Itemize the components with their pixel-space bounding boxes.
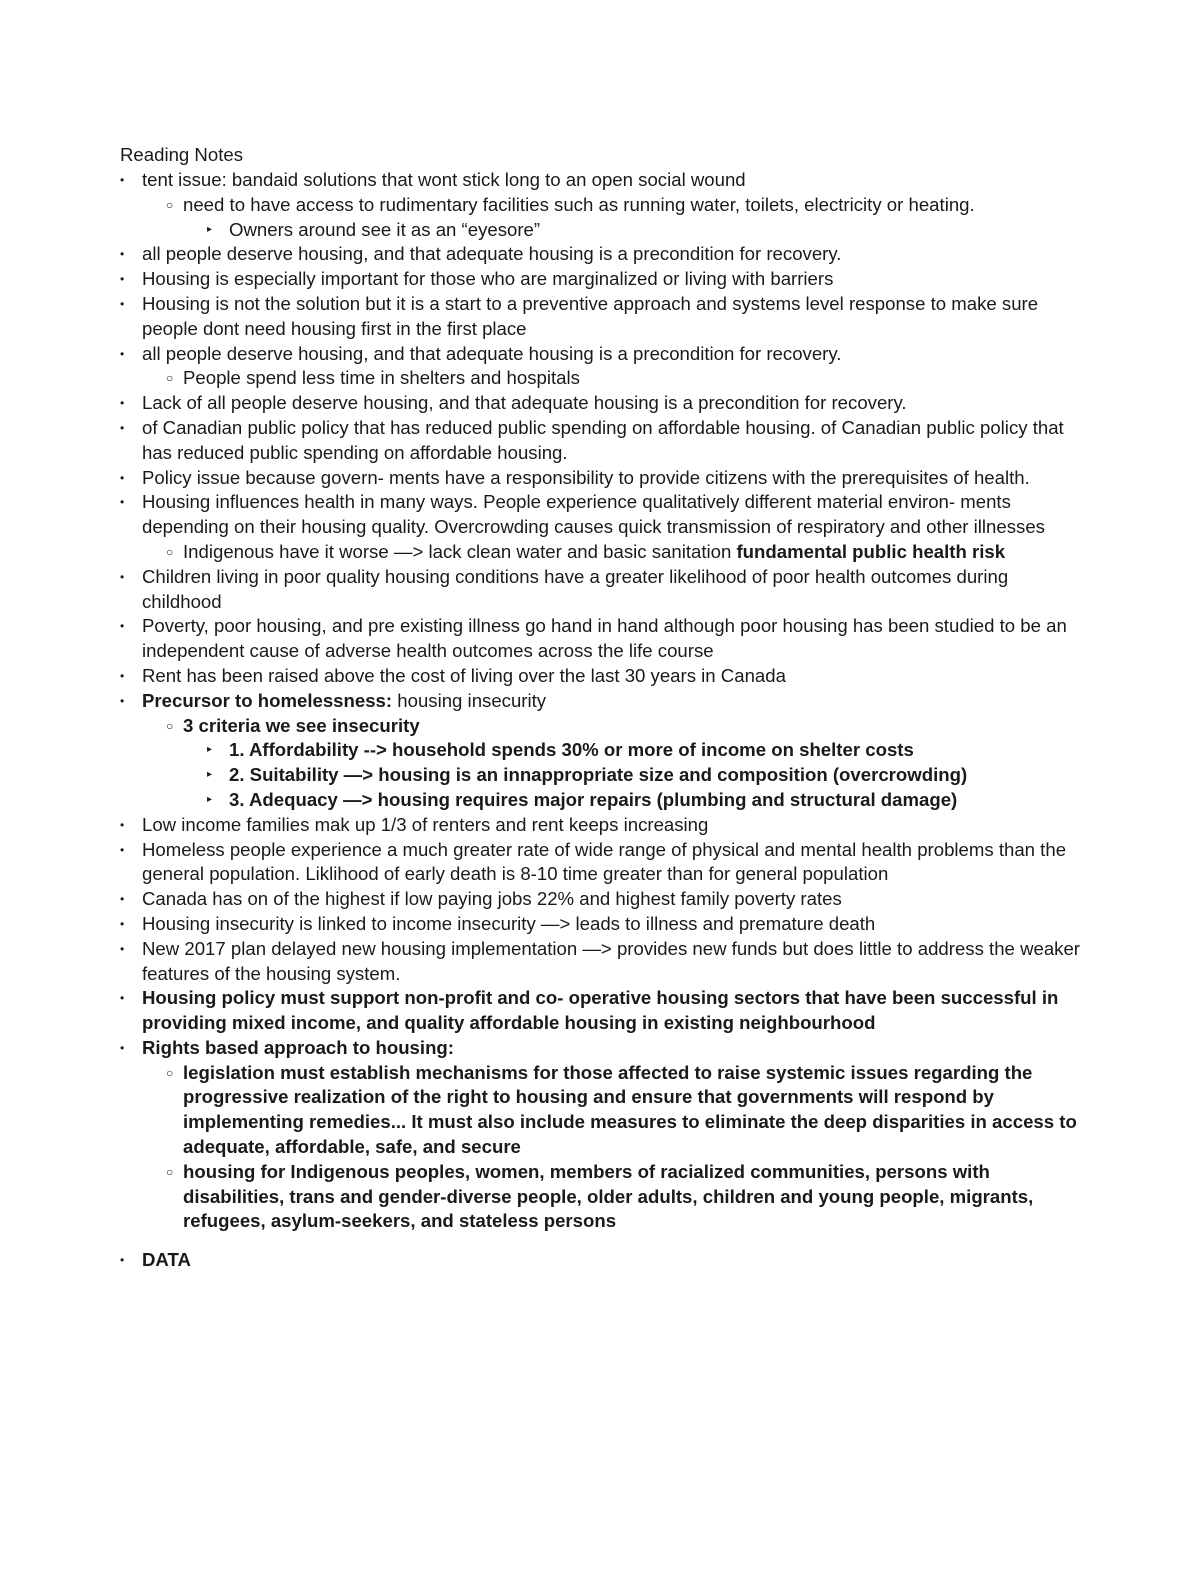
list-item [120, 887, 1082, 912]
bullet-marker: • [120, 892, 125, 907]
bullet-marker: • [120, 247, 125, 262]
list-item [120, 168, 1082, 193]
item-text: need to have access to rudimentary facilities such as running water, toilets, electricity or heating. [183, 193, 975, 215]
list-item [120, 391, 1082, 416]
item-text: Policy issue because govern- ments have a responsibility to provide citizens with the prerequisites of health. [142, 466, 1030, 488]
item-text: of Canadian public policy that has reduced public spending on affordable housing. of Canadian public policy that has reduced public spending on affordable housing. [142, 416, 1064, 463]
item-text: tent issue: bandaid solutions that wont stick long to an open social wound [142, 169, 746, 190]
item-text: Indigenous have it worse —> lack clean water and basic sanitation [183, 540, 737, 562]
item-text: Housing is especially important for those who are marginalized or living with barriers [142, 268, 834, 290]
bullet-marker: • [120, 396, 125, 411]
item-text: DATA [142, 1249, 191, 1271]
notes-list [0, 168, 1200, 1273]
item-text: all people deserve housing, and that adequate housing is a precondition for recovery. [142, 342, 842, 364]
item-text: Housing is not the solution but it is a start to a preventive approach and systems level response to make sure people dont need housing first in the first place [142, 292, 1039, 339]
list-item [207, 763, 1082, 788]
circle-marker: ○ [166, 1164, 174, 1179]
bullet-marker: • [120, 1253, 125, 1268]
item-text: 3. Adequacy —> housing requires major repairs (plumbing and structural damage) [229, 788, 958, 810]
list-item [120, 1036, 1082, 1061]
item-text: Housing policy must support non-profit and co- operative housing sectors that have been successful in providing mixed income, and quality affordable housing in existing neighbourhood [142, 987, 1059, 1034]
circle-marker: ○ [166, 371, 174, 386]
item-text: 2. Suitability —> housing is an innappropriate size and composition (overcrowding) [229, 764, 968, 786]
item-text: Poverty, poor housing, and pre existing illness go hand in hand although poor housing has been studied to be an independent cause of adverse health outcomes across the life course [142, 615, 1067, 662]
list-item [166, 540, 1082, 565]
bullet-marker: • [120, 991, 125, 1006]
list-item [120, 342, 1082, 367]
bullet-marker: • [120, 916, 125, 931]
bullet-marker: • [120, 941, 125, 956]
item-text: Owners around see it as an “eyesore” [229, 218, 541, 240]
list-item [166, 366, 1082, 391]
list-item [120, 813, 1082, 838]
list-item [120, 565, 1082, 615]
item-text: Housing influences health in many ways. People experience qualitatively different material environ- ments depending on their housing quality. Overcrowding causes quick transmission of respiratory and other illnesses [142, 491, 1045, 538]
bullet-marker: • [120, 346, 125, 361]
bullet-marker: • [120, 495, 125, 510]
bullet-marker: • [120, 693, 125, 708]
page-title: Reading Notes [120, 144, 244, 165]
list-item [120, 490, 1082, 540]
item-text: Homeless people experience a much greater rate of wide range of physical and mental health problems than the general population. Liklihood of early death is 8-10 time greater than for general population [142, 838, 1067, 885]
item-text: New 2017 plan delayed new housing implementation —> provides new funds but does little to address the weaker features of the housing system. [142, 937, 1081, 984]
item-text: Rights based approach to housing: [142, 1036, 454, 1058]
list-item [207, 788, 1082, 813]
circle-marker: ○ [166, 544, 174, 559]
item-text: 1. Affordability --> household spends 30% or more of income on shelter costs [229, 739, 914, 761]
bullet-marker: • [120, 1040, 125, 1055]
list-item [120, 986, 1082, 1036]
item-text: People spend less time in shelters and hospitals [183, 367, 580, 389]
circle-marker: ○ [166, 718, 174, 733]
arrow-marker: ▸ [207, 793, 213, 805]
list-item [120, 912, 1082, 937]
list-item [120, 242, 1082, 267]
item-text: housing for Indigenous peoples, women, members of racialized communities, persons with disabilities, trans and gender-diverse people, older adults, children and young people, migrants, refugees, asylum-seekers, and stateless persons [183, 1160, 1034, 1232]
list-item [166, 1061, 1082, 1160]
list-item [166, 714, 1082, 739]
item-text: Lack of all people deserve housing, and that adequate housing is a precondition for recovery. [142, 392, 907, 414]
list-item [207, 218, 1082, 243]
list-item [120, 614, 1082, 664]
list-item [120, 664, 1082, 689]
item-text: Children living in poor quality housing conditions have a greater likelihood of poor health outcomes during childhood [142, 565, 1009, 612]
list-item [207, 738, 1082, 763]
item-text: Low income families mak up 1/3 of renters and rent keeps increasing [142, 813, 709, 835]
list-item [120, 689, 1082, 714]
item-text: fundamental public health risk [736, 540, 1006, 562]
bullet-marker: • [120, 272, 125, 287]
item-text: Housing insecurity is linked to income insecurity —> leads to illness and premature death [142, 912, 876, 934]
bullet-marker: • [120, 668, 125, 683]
list-item [120, 838, 1082, 888]
blank-line [0, 1234, 1200, 1248]
item-text: Precursor to homelessness: [142, 689, 393, 711]
bullet-marker: • [120, 619, 125, 634]
list-item [120, 292, 1082, 342]
bullet-marker: • [120, 420, 125, 435]
list-item [166, 193, 1082, 218]
list-item [120, 466, 1082, 491]
arrow-marker: ▸ [207, 744, 213, 756]
arrow-marker: ▸ [207, 769, 213, 781]
list-item [166, 1160, 1082, 1234]
item-text: Canada has on of the highest if low paying jobs 22% and highest family poverty rates [142, 888, 842, 910]
list-item [120, 937, 1082, 987]
arrow-marker: ▸ [207, 223, 213, 235]
bullet-marker: • [120, 569, 125, 584]
bullet-marker: • [120, 173, 125, 187]
list-item [120, 416, 1082, 466]
item-text: legislation must establish mechanisms for those affected to raise systemic issues regarding the progressive realization of the right to housing and ensure that governments will respond by implementing remedies... It must also include measures to eliminate the deep disparities in access to adequate, affordable, safe, and secure [183, 1061, 1077, 1158]
item-text: all people deserve housing, and that adequate housing is a precondition for recovery. [142, 243, 842, 265]
circle-marker: ○ [166, 1065, 174, 1080]
list-item [120, 1248, 1082, 1273]
bullet-marker: • [120, 296, 125, 311]
item-text: 3 criteria we see insecurity [183, 714, 420, 736]
list-item [120, 267, 1082, 292]
bullet-marker: • [120, 817, 125, 832]
item-text: Rent has been raised above the cost of living over the last 30 years in Canada [142, 664, 786, 686]
item-text: housing insecurity [392, 689, 547, 711]
bullet-marker: • [120, 842, 125, 857]
circle-marker: ○ [166, 197, 174, 212]
bullet-marker: • [120, 470, 125, 485]
